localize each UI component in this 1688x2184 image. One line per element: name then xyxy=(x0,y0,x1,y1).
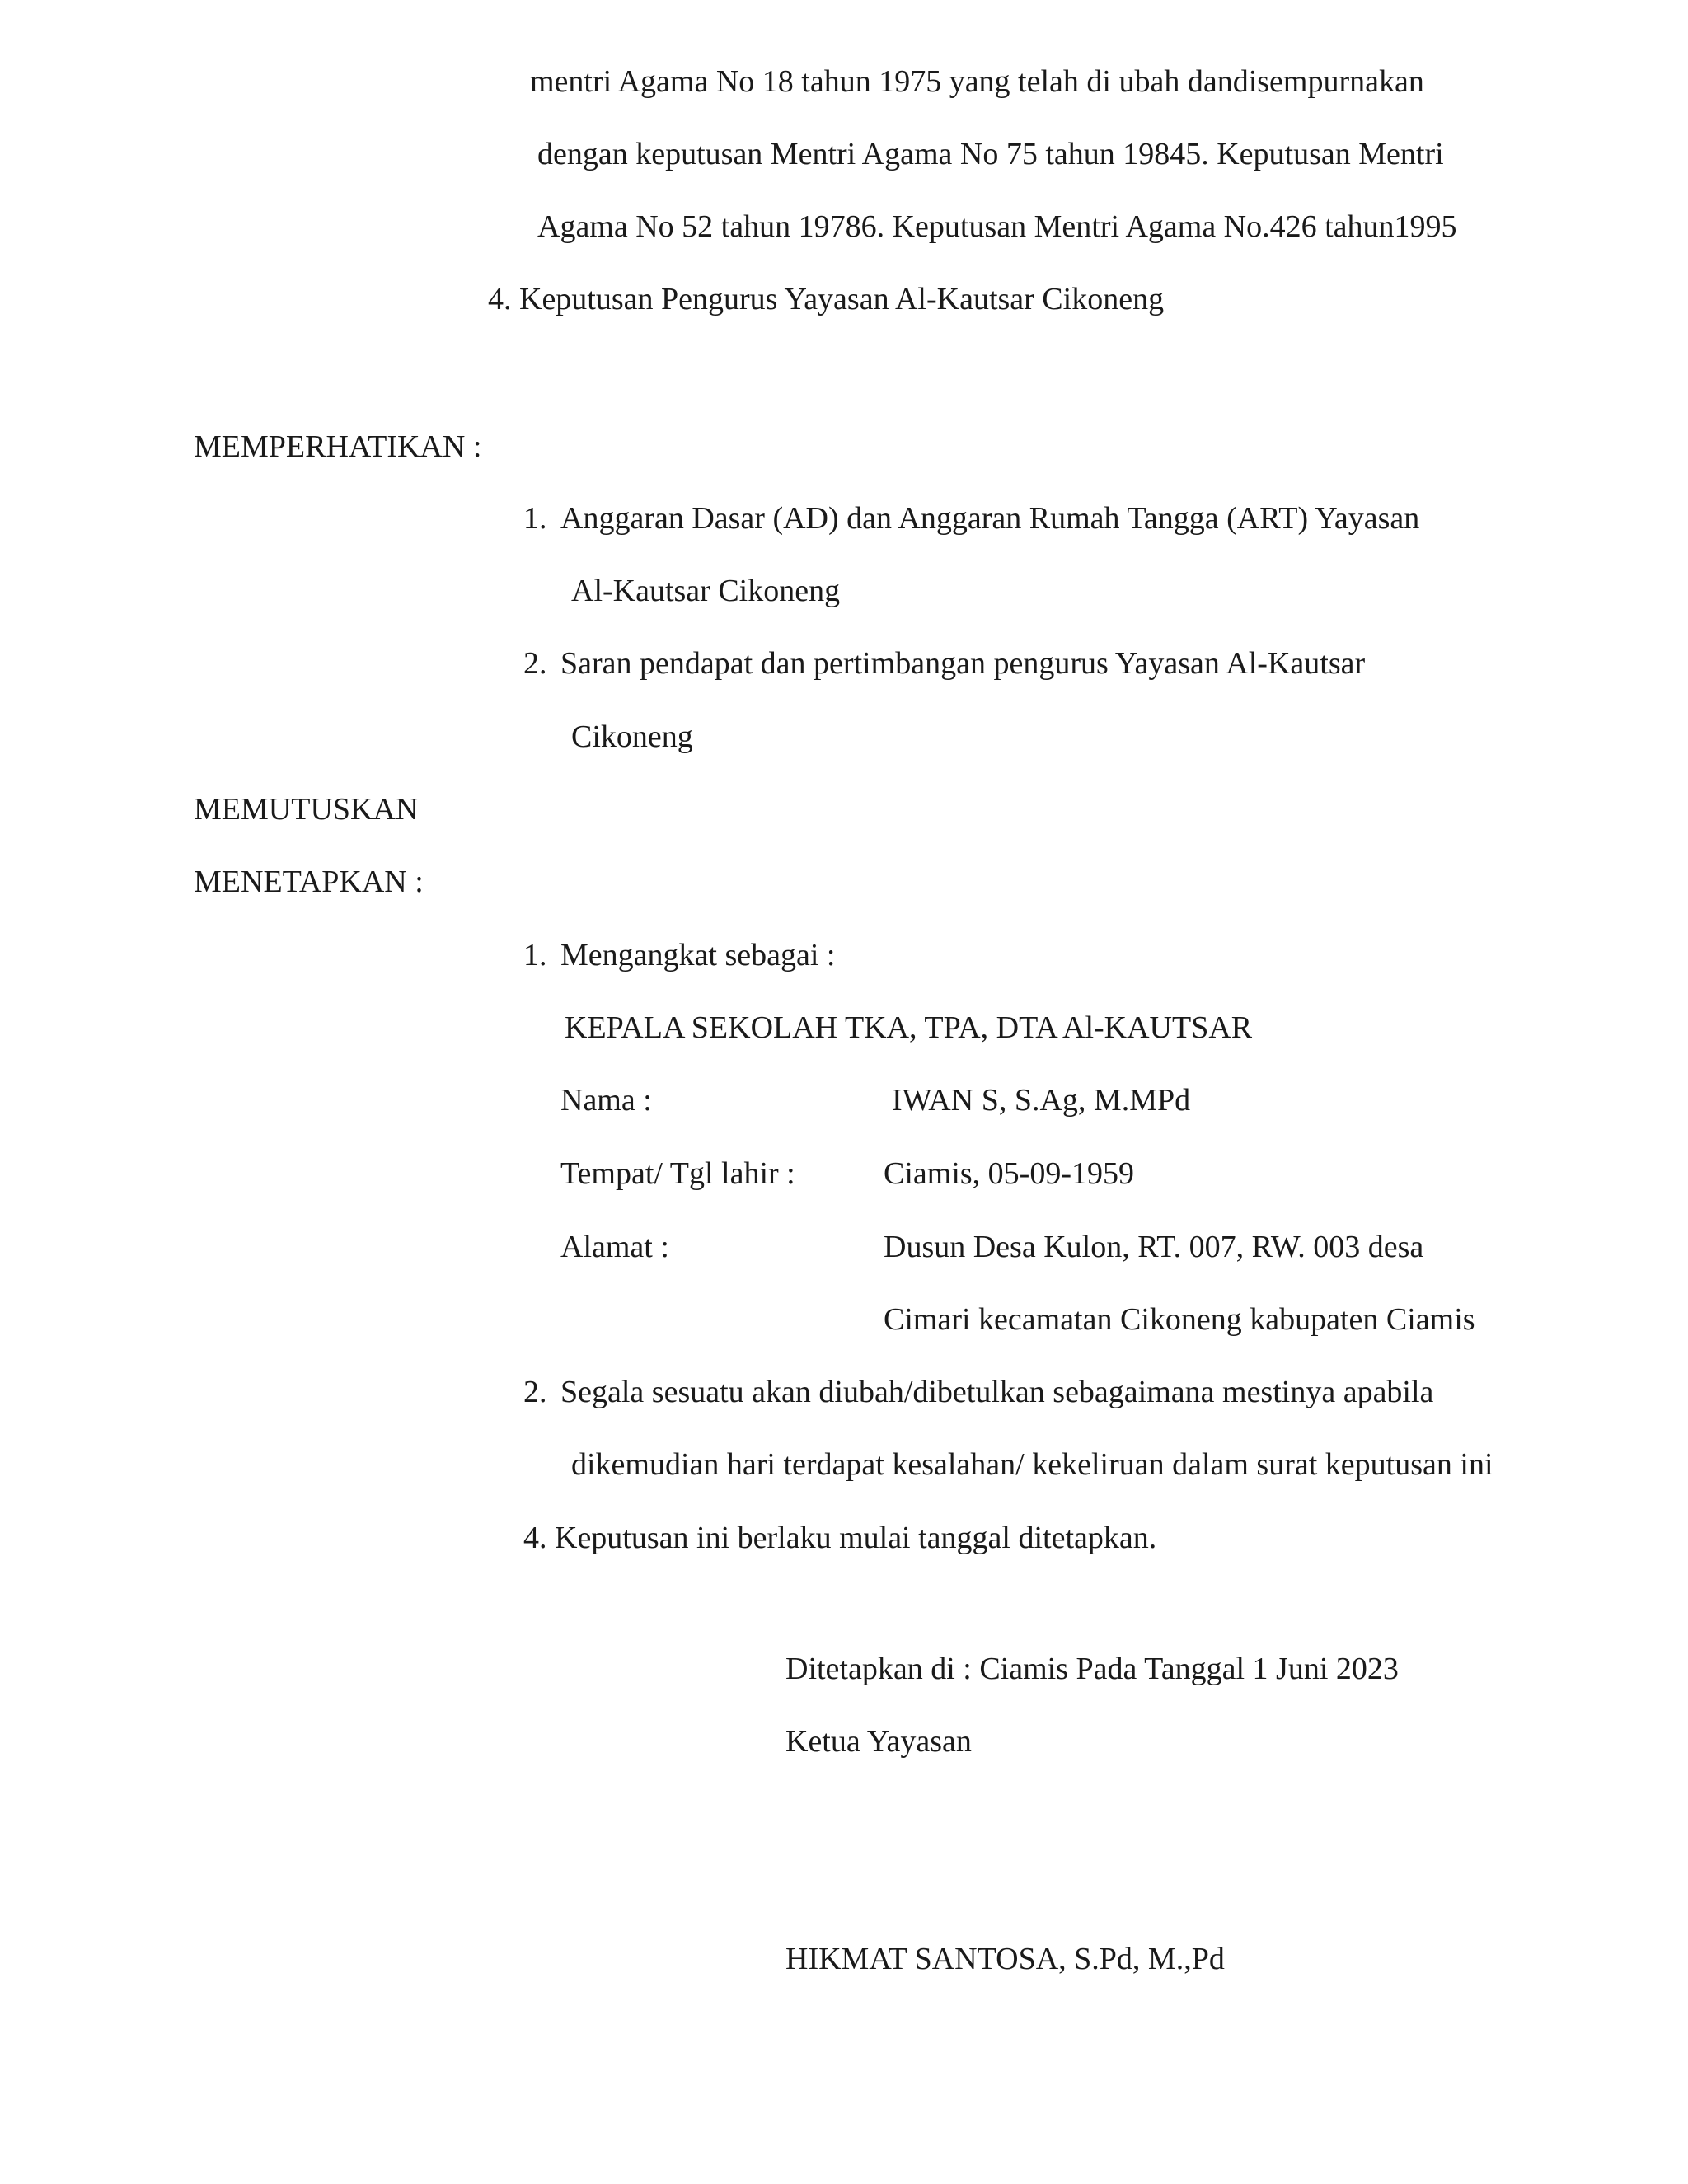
menetapkan-item-4: 4. Keputusan ini berlaku mulai tanggal ditetapkan. xyxy=(523,1521,1157,1555)
signature-place-date: Ditetapkan di : Ciamis Pada Tanggal 1 Juni 2023 xyxy=(785,1652,1399,1686)
memperhatikan-item-1-line-1: Anggaran Dasar (AD) dan Anggaran Rumah Tangga (ART) Yayasan xyxy=(560,501,1420,536)
field-label-birth: Tempat/ Tgl lahir : xyxy=(560,1156,795,1191)
field-label-address: Alamat : xyxy=(560,1230,669,1264)
menetapkan-item-2-number: 2. xyxy=(523,1375,547,1409)
consider-item-4: 4. Keputusan Pengurus Yayasan Al-Kautsar Cikoneng xyxy=(488,282,1165,316)
memperhatikan-heading: MEMPERHATIKAN : xyxy=(194,429,482,464)
memperhatikan-item-2-number: 2. xyxy=(523,646,547,681)
memperhatikan-item-1-number: 1. xyxy=(523,501,547,536)
menetapkan-heading: MENETAPKAN : xyxy=(194,865,424,899)
field-value-name: IWAN S, S.Ag, M.MPd xyxy=(892,1083,1191,1118)
menetapkan-item-2-line-1: Segala sesuatu akan diubah/dibetulkan sebagaimana mestinya apabila xyxy=(560,1375,1434,1409)
consider-line-1: mentri Agama No 18 tahun 1975 yang telah di ubah dandisempurnakan xyxy=(530,64,1424,99)
signature-role: Ketua Yayasan xyxy=(785,1724,972,1759)
memutuskan-heading: MEMUTUSKAN xyxy=(194,792,419,827)
field-value-address-line-1: Dusun Desa Kulon, RT. 007, RW. 003 desa xyxy=(884,1230,1424,1264)
memperhatikan-item-1-line-2: Al-Kautsar Cikoneng xyxy=(571,574,841,608)
menetapkan-item-2-line-2: dikemudian hari terdapat kesalahan/ kekeliruan dalam surat keputusan ini xyxy=(571,1447,1493,1482)
memperhatikan-item-2-line-2: Cikoneng xyxy=(571,719,693,754)
memperhatikan-item-2-line-1: Saran pendapat dan pertimbangan pengurus Yayasan Al-Kautsar xyxy=(560,646,1366,681)
menetapkan-item-1-number: 1. xyxy=(523,938,547,972)
field-value-address-line-2: Cimari kecamatan Cikoneng kabupaten Ciamis xyxy=(884,1302,1475,1337)
menetapkan-item-1-text: Mengangkat sebagai : xyxy=(560,938,836,972)
appointed-position: KEPALA SEKOLAH TKA, TPA, DTA Al-KAUTSAR xyxy=(565,1010,1253,1045)
consider-line-3: Agama No 52 tahun 19786. Keputusan Mentri Agama No.426 tahun1995 xyxy=(537,209,1457,244)
field-label-name: Nama : xyxy=(560,1083,652,1118)
field-value-birth: Ciamis, 05-09-1959 xyxy=(884,1156,1134,1191)
signature-name: HIKMAT SANTOSA, S.Pd, M.,Pd xyxy=(785,1942,1225,1976)
consider-line-2: dengan keputusan Mentri Agama No 75 tahun 19845. Keputusan Mentri xyxy=(537,137,1444,171)
